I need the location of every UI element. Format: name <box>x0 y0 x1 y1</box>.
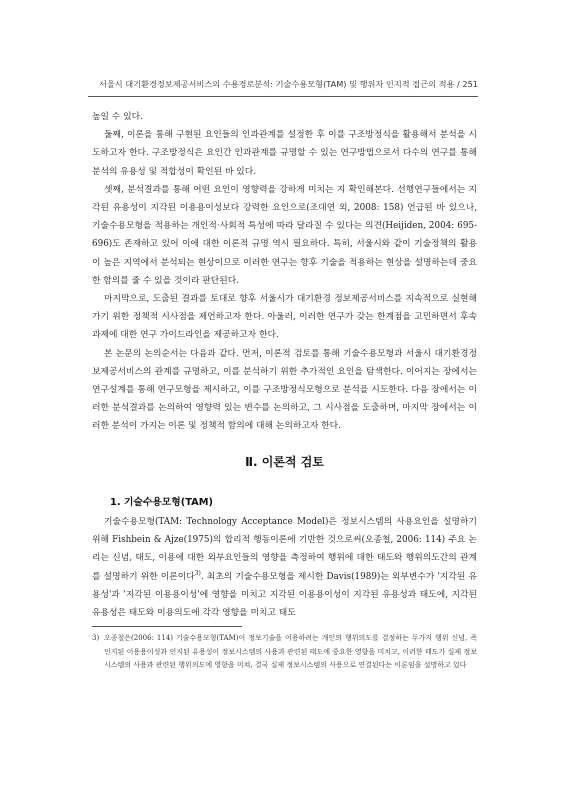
running-header: 서울시 대기환경정보제공서비스의 수용경로분석: 기술수용모형(TAM) 및 행위자 인지적 접근의 적용 / 251 <box>98 79 478 89</box>
paragraph-finally: 마지막으로, 도출된 결과를 토대로 향후 서울시가 대기환경 정보제공서비스를 지속적으로 실현해가기 위한 정책적 시사점을 제언하고자 한다. 아울러, 이러한 연구가 갖는 한계점을 고민하면서 후속과제에 대한 연구 가이드라인을 제공하고자 한다. <box>92 294 477 341</box>
paragraph-tam-part-2: . 최초의 기술수용모형을 제시한 Davis(1989)는 외부변수가 '지각된 유용성'과 '지각된 이용용이성'에 영향을 미치고 지각된 이용용이성이 지각된 유용성과 태도에, 지각된 유용성은 태도와 이용의도에 각각 영향을 미치고 태도 <box>92 571 477 619</box>
footnote-marker: 3) <box>92 634 100 642</box>
footnote <box>92 632 477 673</box>
footnote-rule <box>92 626 242 627</box>
paragraph-third: 셋째, 분석결과를 통해 어떤 요인이 영향력을 강하게 미치는 지 확인해본다. 선행연구들에서는 지각된 유용성이 지각된 이용용이성보다 강력한 요인으로(조대연 외, 2008: 158) 언급된 바 있으나, 기술수용모형을 적용하는 개인적·사회적 특성에 따라 달라질 수 있다는 의견(Heijiden, 2004: 695-696)도 존재하고 있어 이에 대한 이론적 규명 역시 필요하다. 특히, 서울시와 같이 기술정책의 활용이 높은 지역에서 분석되는 현상이므로 이러한 연구는 향후 기술을 적용하는 현상을 설명하는데 중요한 함의를 줄 수 있을 것이라 판단된다. <box>92 184 477 286</box>
paragraph-continuation: 높일 수 있다. <box>92 112 143 122</box>
section-heading: Ⅱ. 이론적 검토 <box>245 455 324 469</box>
header-rule <box>88 96 478 97</box>
paragraph-tam <box>92 513 477 622</box>
section-2-body <box>92 513 477 622</box>
footnote-text: 오종철은(2006: 114) 기술수용모형(TAM)이 정보기술을 이용하려는 개인의 행위의도를 결정하는 두가지 행위 신념, 즉 인지된 이용용이성과 인지된 유용성이 정보시스템의 사용과 관련된 태도에 중요한 영향을 미치고, 이러한 태도가 실제 정보시스템의 사용과 관련된 행위의도에 영향을 미쳐, 결국 실제 정보시스템의 사용으로 연결된다는 이론임을 설명하고 있다 <box>104 634 477 670</box>
section-1-body <box>92 108 477 436</box>
paragraph-tam-part-1: 기술수용모형(TAM: Technology Acceptance Model)은 정보시스템의 사용요인을 설명하기 위해 Fishbein & Ajze(1975)의 합리적 행동이론에 기반한 것으로써(오종철, 2006: 114) 주요 논리는 신념, 태도, 이용에 대한 외부요인들의 영향을 측정하여 행위에 대한 태도와 행위의도간의 관계를 설명하기 위한 이론이다 <box>92 517 477 582</box>
subsection-heading: 1. 기술수용모형(TAM) <box>110 497 213 508</box>
footnote-reference[interactable]: 3) <box>194 569 201 577</box>
paragraph-second: 둘째, 이론을 통해 구현된 요인들의 인과관계를 설정한 후 이를 구조방정식을 활용해서 분석을 시도하고자 한다. 구조방정식은 요인간 인과관계를 규명할 수 있는 연구방법으로서 다수의 연구를 통해 분석의 유용성 및 적합성이 확인된 바 있다. <box>92 130 477 177</box>
paragraph-outline: 본 논문의 논의순서는 다음과 같다. 먼저, 이론적 검토를 통해 기술수용모형과 서울시 대기환경정보제공서비스의 관계를 규명하고, 이를 분석하기 위한 추가적인 요인을 탐색한다. 이어지는 장에서는 연구설계를 통해 연구모형을 제시하고, 이를 구조방정식모형으로 분석을 시도한다. 다음 장에서는 이러한 분석결과를 논의하여 영향력 있는 변수를 논의하고, 그 시사점을 도출하며, 마지막 장에서는 이러한 분석이 가지는 이론 및 정책적 함의에 대해 논의하고자 한다. <box>92 348 477 432</box>
